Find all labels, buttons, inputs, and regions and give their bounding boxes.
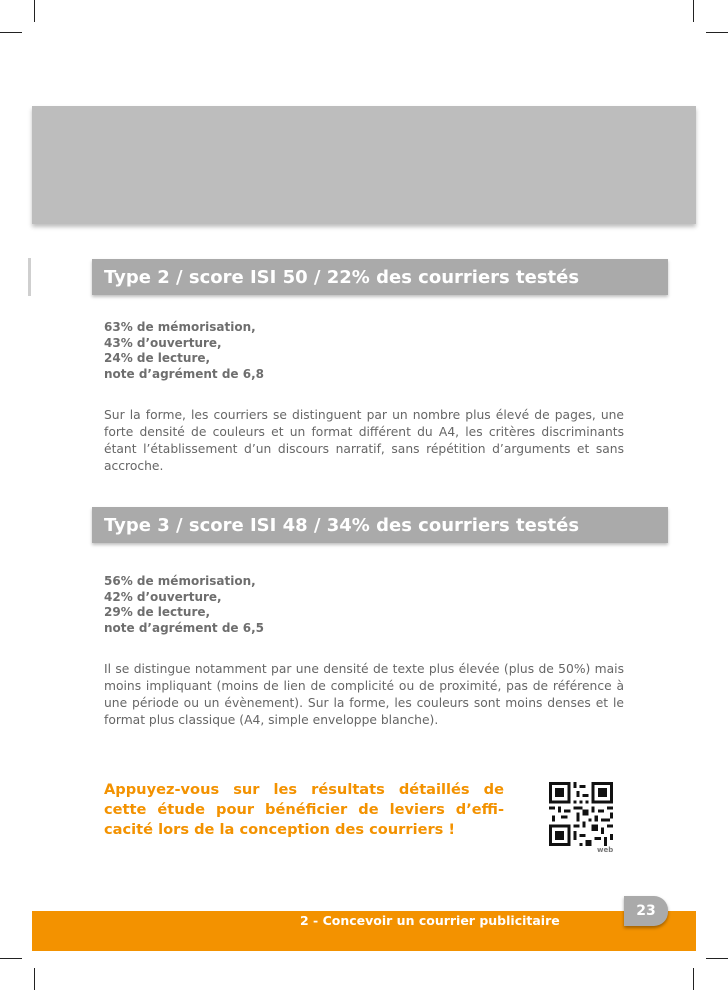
crop-mark — [706, 958, 728, 959]
crop-mark — [0, 958, 22, 959]
crop-mark — [693, 0, 694, 22]
qr-label: web — [597, 846, 614, 854]
section-title-type2: Type 2 / score ISI 50 / 22% des courriers testés — [104, 267, 580, 288]
qr-code-icon[interactable] — [549, 782, 613, 846]
crop-mark — [693, 968, 694, 990]
stat-item: 24% de lecture, — [104, 351, 211, 365]
stat-item: 63% de mémorisation, — [104, 320, 256, 334]
header-band — [32, 106, 696, 224]
footer-chapter-title: 2 - Concevoir un courrier publicitaire — [300, 913, 560, 928]
crop-mark — [34, 968, 35, 990]
body-paragraph-type2: Sur la forme, les courriers se distinguent par un nombre plus élevé de pages, une forte densité de couleurs et un format différent du A4, les critères discriminants étant l’établissement d’un discours narratif, sans répétition d’arguments et sans accroche. — [104, 408, 624, 473]
stat-item: note d’agrément de 6,5 — [104, 620, 264, 635]
stat-item: 29% de lecture, — [104, 605, 211, 619]
crop-mark — [0, 32, 22, 33]
page-number-badge: 23 — [624, 896, 668, 926]
crop-mark — [706, 32, 728, 33]
stat-item: 56% de mémorisation, — [104, 574, 256, 588]
section-title-type3: Type 3 / score ISI 48 / 34% des courriers testés — [104, 515, 580, 536]
crop-mark — [34, 0, 35, 22]
stat-item: note d’agrément de 6,8 — [104, 366, 264, 381]
margin-mark — [28, 258, 31, 296]
callout-text: Appuyez-vous sur les résultats détaillés de cette étude pour bénéficier de leviers d’efficacité lors de la conception des courriers ! — [104, 781, 504, 838]
stats-list-type2 — [104, 320, 624, 382]
stats-list-type3 — [104, 574, 624, 636]
body-paragraph-type3: Il se distingue notamment par une densité de texte plus élevée (plus de 50%) mais moins impliquant (moins de lien de complicité ou de proximité, pas de référence à une période ou un évènement). Sur la forme, les couleurs sont moins denses et le format plus classique (A4, simple enveloppe blanche). — [104, 662, 624, 727]
stat-item: 43% d’ouverture, — [104, 335, 222, 350]
stat-item: 42% d’ouverture, — [104, 589, 222, 604]
